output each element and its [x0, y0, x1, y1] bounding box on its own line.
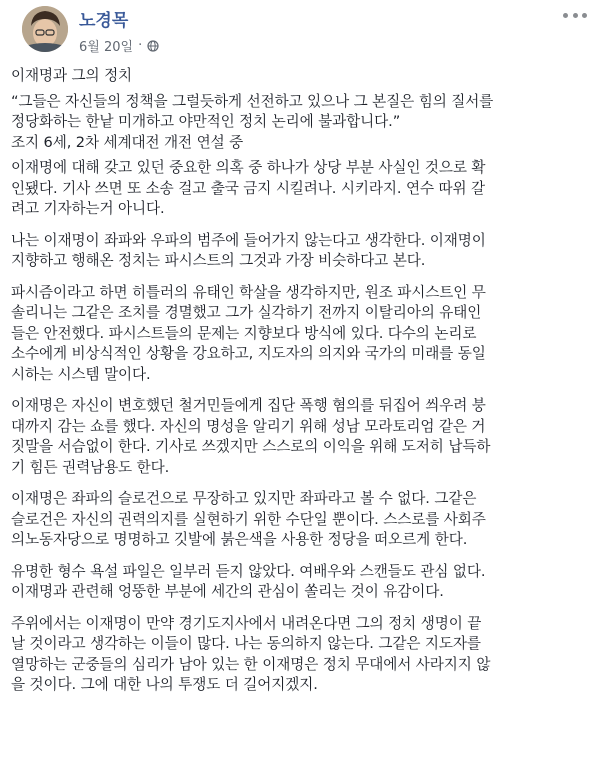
author-name[interactable]: 노경목: [79, 11, 129, 31]
more-options-icon[interactable]: [563, 8, 587, 22]
paragraph-line: 려고 기자하는거 아니다.: [11, 200, 165, 217]
paragraph-6: [11, 562, 601, 603]
quote-line: “그들은 자신들의 정책을 그럴듯하게 선전하고 있으나 그 본질은 힘의 질서를: [11, 92, 494, 110]
quote-source-text: 조지 6세, 2차 세계대전 개전 연설 중: [11, 133, 244, 151]
more-dot: [582, 13, 587, 18]
paragraph-line: 들은 안전했다. 파시스트들의 문제는 지향보다 방식에 있다. 다수의 논리로: [11, 324, 477, 342]
paragraph-line: 짓말을 서슴없이 한다. 기사로 쓰겠지만 스스로의 이익을 위해 도저히 납득하: [11, 438, 491, 455]
quote-line: 정당화하는 한낱 미개하고 야만적인 정치 논리에 불과합니다.”: [11, 113, 401, 130]
post-header: [11, 0, 605, 62]
post-meta: [79, 36, 159, 55]
post-title: [11, 66, 601, 87]
paragraph-line: 을 것이다. 그에 대한 나의 투쟁도 더 길어지겠지.: [11, 676, 318, 693]
paragraph-line: 이재명은 좌파의 슬로건으로 무장하고 있지만 좌파라고 볼 수 없다. 그같은: [11, 490, 477, 507]
paragraph-line: 열망하는 군중들의 심리가 남아 있는 한 이재명은 정치 무대에서 사라지지 않: [11, 655, 491, 673]
paragraph-line: 이재명과 관련해 엉뚱한 부분에 세간의 관심이 쏠리는 것이 유감이다.: [11, 583, 444, 600]
paragraph-line: 인됐다. 기사 쓰면 또 소송 걸고 출국 금지 시킬려나. 시키라지. 연수 따위 갈: [11, 179, 486, 197]
paragraph-line: 이재명은 자신이 변호했던 철거민들에게 집단 폭행 혐의를 뒤집어 씌우려 붕: [11, 397, 486, 414]
quote-source: [11, 133, 601, 154]
paragraph-line: 시하는 시스템 말이다.: [11, 365, 151, 383]
quote: [11, 92, 601, 133]
post-date[interactable]: 6월 20일: [79, 40, 134, 55]
paragraph-line: 주위에서는 이재명이 만약 경기도지사에서 내려온다면 그의 정치 생명이 끝: [11, 614, 482, 632]
paragraph-7: [11, 614, 601, 696]
paragraph-4: [11, 396, 601, 478]
paragraph-line: 이재명에 대해 갖고 있던 중요한 의혹 중 하나가 상당 부분 사실인 것으로 확: [11, 159, 486, 176]
paragraph-line: 슬로건은 자신의 권력의지를 실현하기 위한 수단일 뿐이다. 스스로를 사회주: [11, 510, 486, 528]
paragraph-line: 의노동자당으로 명명하고 깃발에 붉은색을 사용한 정당을 떠오르게 한다.: [11, 531, 468, 548]
paragraph-line: 지향하고 행해온 정치는 파시스트의 그것과 가장 비슷하다고 본다.: [11, 252, 426, 269]
avatar-photo-icon: [22, 6, 68, 52]
paragraph-line: 나는 이재명이 좌파와 우파의 범주에 들어가지 않는다고 생각한다. 이재명이: [11, 231, 486, 249]
paragraph-line: 기 힘든 권력남용도 한다.: [11, 458, 170, 476]
paragraph-line: 대까지 감는 쇼를 했다. 자신의 명성을 알리기 위해 성남 모라토리엄 같은 거: [11, 417, 486, 435]
paragraph-line: 솔리니는 그같은 조치를 경멸했고 그가 실각하기 전까지 이탈리아의 유태인: [11, 304, 482, 321]
paragraph-line: 소수에게 비상식적인 상황을 강요하고, 지도자의 의지와 국가의 미래를 동일: [11, 345, 486, 362]
paragraph-3: [11, 283, 601, 386]
paragraph-line: 유명한 형수 욕설 파일은 일부러 듣지 않았다. 여배우와 스캔들도 관심 없다.: [11, 562, 486, 580]
more-dot: [563, 13, 568, 18]
paragraph-line: 파시즘이라고 하면 히틀러의 유태인 학살을 생각하지만, 원조 파시스트인 무: [11, 283, 486, 301]
globe-icon[interactable]: [147, 40, 159, 52]
post-body: [11, 66, 601, 707]
more-dot: [573, 13, 578, 18]
post-title-text: 이재명과 그의 정치: [11, 67, 133, 84]
author-avatar[interactable]: [22, 6, 68, 52]
paragraph-line: 날 것이라고 생각하는 이들이 많다. 나는 동의하지 않는다. 그같은 지도자를: [11, 635, 481, 652]
paragraph-5: [11, 489, 601, 551]
paragraph-2: [11, 231, 601, 272]
meta-separator: ·: [138, 38, 143, 53]
paragraph-1: [11, 158, 601, 220]
